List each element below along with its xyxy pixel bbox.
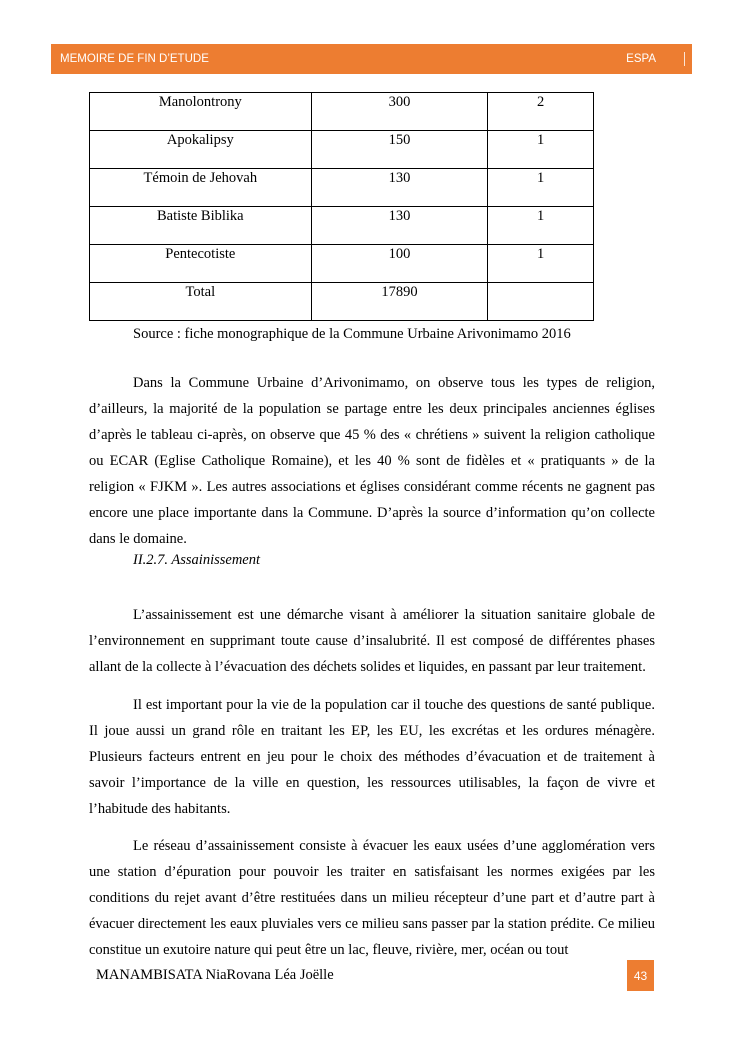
table-cell: 300 [311, 93, 488, 131]
paragraph-definition: L’assainissement est une démarche visant à améliorer la situation sanitaire globale de l’environnement en supprimant toute cause d’insalubrité. Il est composé de différentes phases allant de la collecte à l’évacuation des déchets solides et liquides, en passant par leur traitement. [89, 606, 655, 675]
table-cell: 130 [311, 207, 488, 245]
table-row [90, 169, 594, 207]
table-cell: Apokalipsy [90, 131, 312, 169]
page-number: 43 [627, 960, 654, 991]
header-school: ESPA [626, 53, 656, 65]
table-row [90, 131, 594, 169]
footer-author: MANAMBISATA NiaRovana Léa Joëlle [96, 967, 334, 983]
table-cell: 1 [488, 131, 594, 169]
table-row [90, 93, 594, 131]
table-cell: Total [90, 283, 312, 321]
religion-table [89, 92, 594, 321]
section-heading: II.2.7. Assainissement [133, 552, 261, 568]
header-separator [684, 52, 685, 66]
table-cell: Batiste Biblika [90, 207, 312, 245]
table-cell: Pentecotiste [90, 245, 312, 283]
paragraph-religion: Dans la Commune Urbaine d’Arivonimamo, on observe tous les types de religion, d’ailleurs, la majorité de la population se partage entre les deux principales anciennes églises d’après le tableau ci-après, on observe que 45 % des « chrétiens » suivent la religion catholique ou ECAR (Eglise Catholique Romaine), et les 40 % sont de fidèles et « pratiquants » de la religion « FJKM ». Les autres associations et églises considérant comme récents ne gagnent pas encore une place importante dans la Commune. D’après la source d’information qu’on collecte dans le domaine. [89, 374, 655, 547]
table-cell: 1 [488, 207, 594, 245]
table-cell: 2 [488, 93, 594, 131]
table-cell: 17890 [311, 283, 488, 321]
table-cell: 150 [311, 131, 488, 169]
table-cell: 130 [311, 169, 488, 207]
table-cell: 100 [311, 245, 488, 283]
paragraph-importance: Il est important pour la vie de la population car il touche des questions de santé publique. Il joue aussi un grand rôle en traitant les EP, les EU, les excrétas et les ordures ménagère. Plusieurs facteurs entrent en jeu pour le choix des méthodes d’évacuation et de traitement à savoir l’importance de la ville en question, les ressources utilisables, la façon de vivre et l’habitude des habitants. [89, 696, 655, 817]
table-row [90, 207, 594, 245]
table-source: Source : fiche monographique de la Commune Urbaine Arivonimamo 2016 [133, 326, 571, 342]
page-header [51, 44, 692, 74]
table-cell [488, 283, 594, 321]
table-row-total [90, 283, 594, 321]
header-title: MEMOIRE DE FIN D’ETUDE [60, 53, 209, 65]
paragraph-network: Le réseau d’assainissement consiste à évacuer les eaux usées d’une agglomération vers une station d’épuration pour pouvoir les traiter en satisfaisant les normes exigées par les conditions du rejet avant d’être restituées dans un milieu récepteur d’une part et d’autre part à évacuer directement les eaux pluviales vers ce milieu sans passer par la station prédite. Ce milieu constitue un exutoire nature qui peut être un lac, fleuve, rivière, mer, océan ou tout [89, 837, 655, 958]
table-cell: 1 [488, 245, 594, 283]
table-cell: Témoin de Jehovah [90, 169, 312, 207]
table-cell: 1 [488, 169, 594, 207]
table-row [90, 245, 594, 283]
table-cell: Manolontrony [90, 93, 312, 131]
